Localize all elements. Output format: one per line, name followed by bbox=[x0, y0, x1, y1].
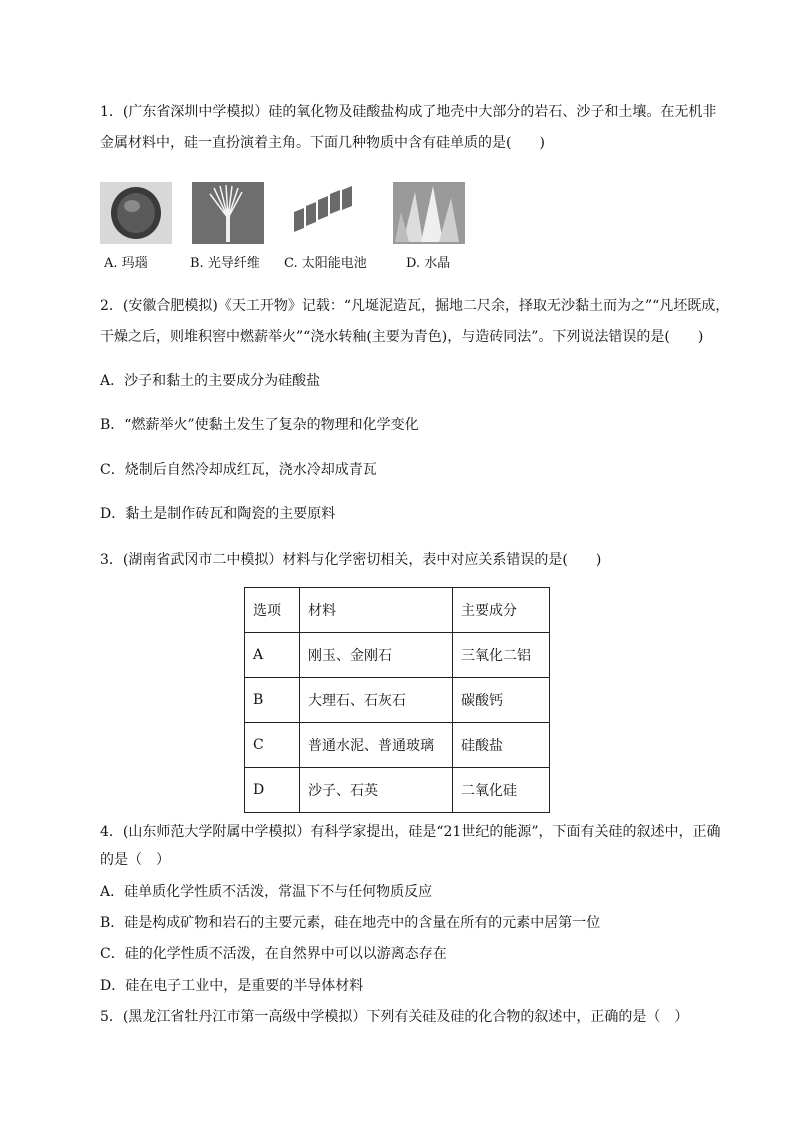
table-header-cell: 选项 bbox=[245, 588, 300, 633]
caption-a: A. 玛瑙 bbox=[104, 256, 148, 271]
optical-fiber-image bbox=[192, 182, 264, 244]
table-header-row bbox=[245, 588, 550, 633]
table-cell: 沙子、石英 bbox=[300, 768, 453, 813]
table-cell: D bbox=[245, 768, 300, 813]
table-row bbox=[245, 768, 550, 813]
q4-option-b: B．硅是构成矿物和岩石的主要元素，硅在地壳中的含量在所有的元素中居第一位 bbox=[100, 915, 601, 931]
table-row bbox=[245, 633, 550, 678]
q2-option-c: C．烧制后自然冷却成红瓦，浇水冷却成青瓦 bbox=[100, 462, 377, 478]
table-cell: 刚玉、金刚石 bbox=[300, 633, 453, 678]
table-cell: 碳酸钙 bbox=[453, 678, 550, 723]
table-header-cell: 主要成分 bbox=[453, 588, 550, 633]
q4-option-a: A．硅单质化学性质不活泼，常温下不与任何物质反应 bbox=[100, 884, 433, 900]
agate-image bbox=[100, 182, 172, 244]
table-cell: 硅酸盐 bbox=[453, 723, 550, 768]
table-cell: 普通水泥、普通玻璃 bbox=[300, 723, 453, 768]
table-row bbox=[245, 723, 550, 768]
q2-option-b: B．“燃薪举火”使黏土发生了复杂的物理和化学变化 bbox=[100, 417, 419, 433]
q1-image-row bbox=[100, 182, 480, 272]
q2-option-d: D．黏土是制作砖瓦和陶瓷的主要原料 bbox=[100, 506, 336, 522]
table-row bbox=[245, 678, 550, 723]
table-cell: B bbox=[245, 678, 300, 723]
caption-c: C. 太阳能电池 bbox=[284, 256, 367, 271]
q4-option-d: D．硅在电子工业中，是重要的半导体材料 bbox=[100, 978, 364, 994]
crystal-image bbox=[393, 182, 465, 244]
q1-stem-line2: 金属材料中，硅一直扮演着主角。下面几种物质中含有硅单质的是( ) bbox=[100, 135, 545, 151]
table-cell: C bbox=[245, 723, 300, 768]
q2-stem-line2: 干燥之后，则堆积窖中燃薪举火”“浇水转釉(主要为青色)，与造砖同法”。下列说法错误的是( ) bbox=[100, 329, 704, 345]
q5-stem-line1: 5．(黑龙江省牡丹江市第一高级中学模拟）下列有关硅及硅的化合物的叙述中，正确的是（ ） bbox=[100, 1009, 689, 1025]
table-header-cell: 材料 bbox=[300, 588, 453, 633]
q3-stem-line1: 3．(湖南省武冈市二中模拟）材料与化学密切相关，表中对应关系错误的是( ) bbox=[100, 552, 602, 568]
solar-panel-image bbox=[290, 182, 362, 244]
table-cell: 三氧化二铝 bbox=[453, 633, 550, 678]
q2-option-a: A．沙子和黏土的主要成分为硅酸盐 bbox=[100, 373, 321, 389]
table-cell: 大理石、石灰石 bbox=[300, 678, 453, 723]
q4-stem-line2: 的是（ ） bbox=[100, 852, 170, 868]
caption-d: D. 水晶 bbox=[406, 256, 451, 271]
q2-stem-line1: 2．(安徽合肥模拟)《天工开物》记载：“凡埏泥造瓦，掘地二尺余，择取无沙黏土而为之”“凡坯既成， bbox=[100, 298, 730, 314]
table-cell: 二氧化硅 bbox=[453, 768, 550, 813]
caption-b: B. 光导纤维 bbox=[190, 256, 260, 271]
q3-table bbox=[244, 587, 550, 813]
q4-option-c: C．硅的化学性质不活泼，在自然界中可以以游离态存在 bbox=[100, 946, 447, 962]
q1-stem-line1: 1．(广东省深圳中学模拟）硅的氧化物及硅酸盐构成了地壳中大部分的岩石、沙子和土壤。在无机非 bbox=[100, 104, 717, 120]
table-cell: A bbox=[245, 633, 300, 678]
q4-stem-line1: 4．(山东师范大学附属中学模拟）有科学家提出，硅是“21世纪的能源”，下面有关硅的叙述中，正确 bbox=[100, 824, 721, 840]
